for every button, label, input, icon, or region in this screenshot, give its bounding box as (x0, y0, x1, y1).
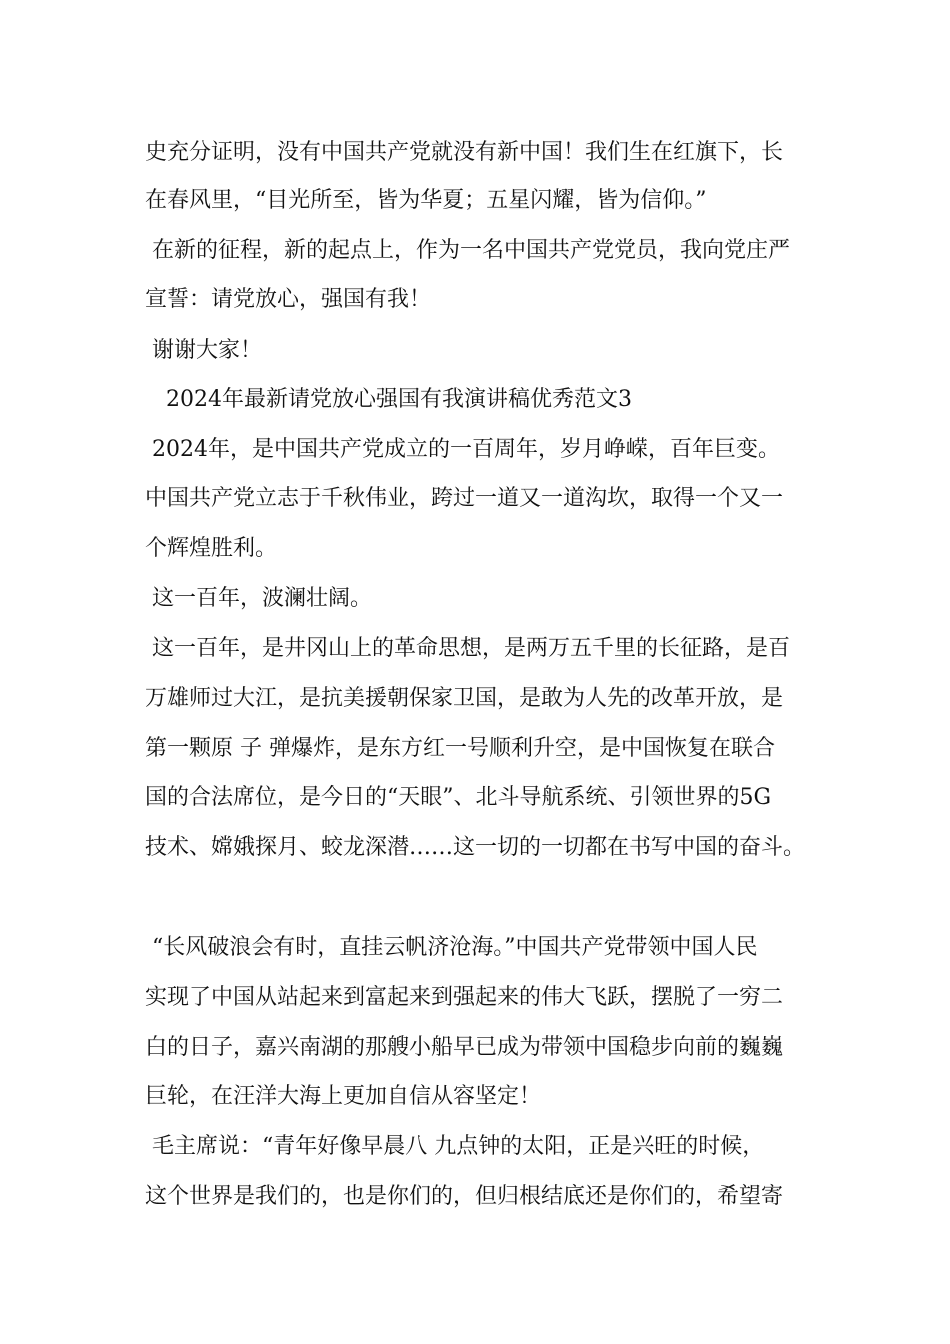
text-line: 白的日子，嘉兴南湖的那艘小船早已成为带领中国稳步向前的巍巍 (145, 1035, 784, 1060)
text-line: 毛主席说：“青年好像早晨八 九点钟的太阳，正是兴旺的时候， (145, 1134, 765, 1159)
text-line: 中国共产党立志于千秋伟业，跨过一道又一道沟坎，取得一个又一 (145, 486, 784, 511)
text-line: 宣誓：请党放心，强国有我！ (145, 287, 432, 312)
section-heading: 2024年最新请党放心强国有我演讲稿优秀范文3 (145, 387, 632, 412)
text-line: 谢谢大家！ (145, 338, 262, 363)
text-line: 在春风里，“目光所至，皆为华夏；五星闪耀，皆为信仰。” (145, 188, 707, 213)
text-line: “长风破浪会有时，直挂云帆济沧海。”中国共产党带领中国人民 (145, 935, 758, 960)
text-line: 这个世界是我们的，也是你们的，但归根结底还是你们的，希望寄 (145, 1184, 784, 1209)
text-line: 第一颗原 子 弹爆炸，是东方红一号顺利升空，是中国恢复在联合 (145, 736, 775, 761)
text-line: 个辉煌胜利。 (145, 536, 278, 561)
text-line: 史充分证明，没有中国共产党就没有新中国！我们生在红旗下，长 (145, 140, 784, 165)
text-line: 巨轮，在汪洋大海上更加自信从容坚定！ (145, 1084, 542, 1109)
text-line: 实现了中国从站起来到富起来到强起来的伟大飞跃，摆脱了一穷二 (145, 985, 784, 1010)
text-line: 国的合法席位，是今日的“天眼”、北斗导航系统、引领世界的5G (145, 785, 772, 810)
text-line: 万雄师过大江，是抗美援朝保家卫国，是敢为人先的改革开放，是 (145, 686, 784, 711)
text-line: 2024年，是中国共产党成立的一百周年，岁月峥嵘，百年巨变。 (145, 437, 780, 462)
text-line: 这一百年，是井冈山上的革命思想，是两万五千里的长征路，是百 (145, 636, 790, 661)
text-line: 技术、嫦娥探月、蛟龙深潜……这一切的一切都在书写中国的奋斗。 (145, 835, 806, 860)
text-line: 在新的征程，新的起点上，作为一名中国共产党党员，我向党庄严 (145, 238, 790, 263)
text-line: 这一百年，波澜壮阔。 (145, 586, 372, 611)
